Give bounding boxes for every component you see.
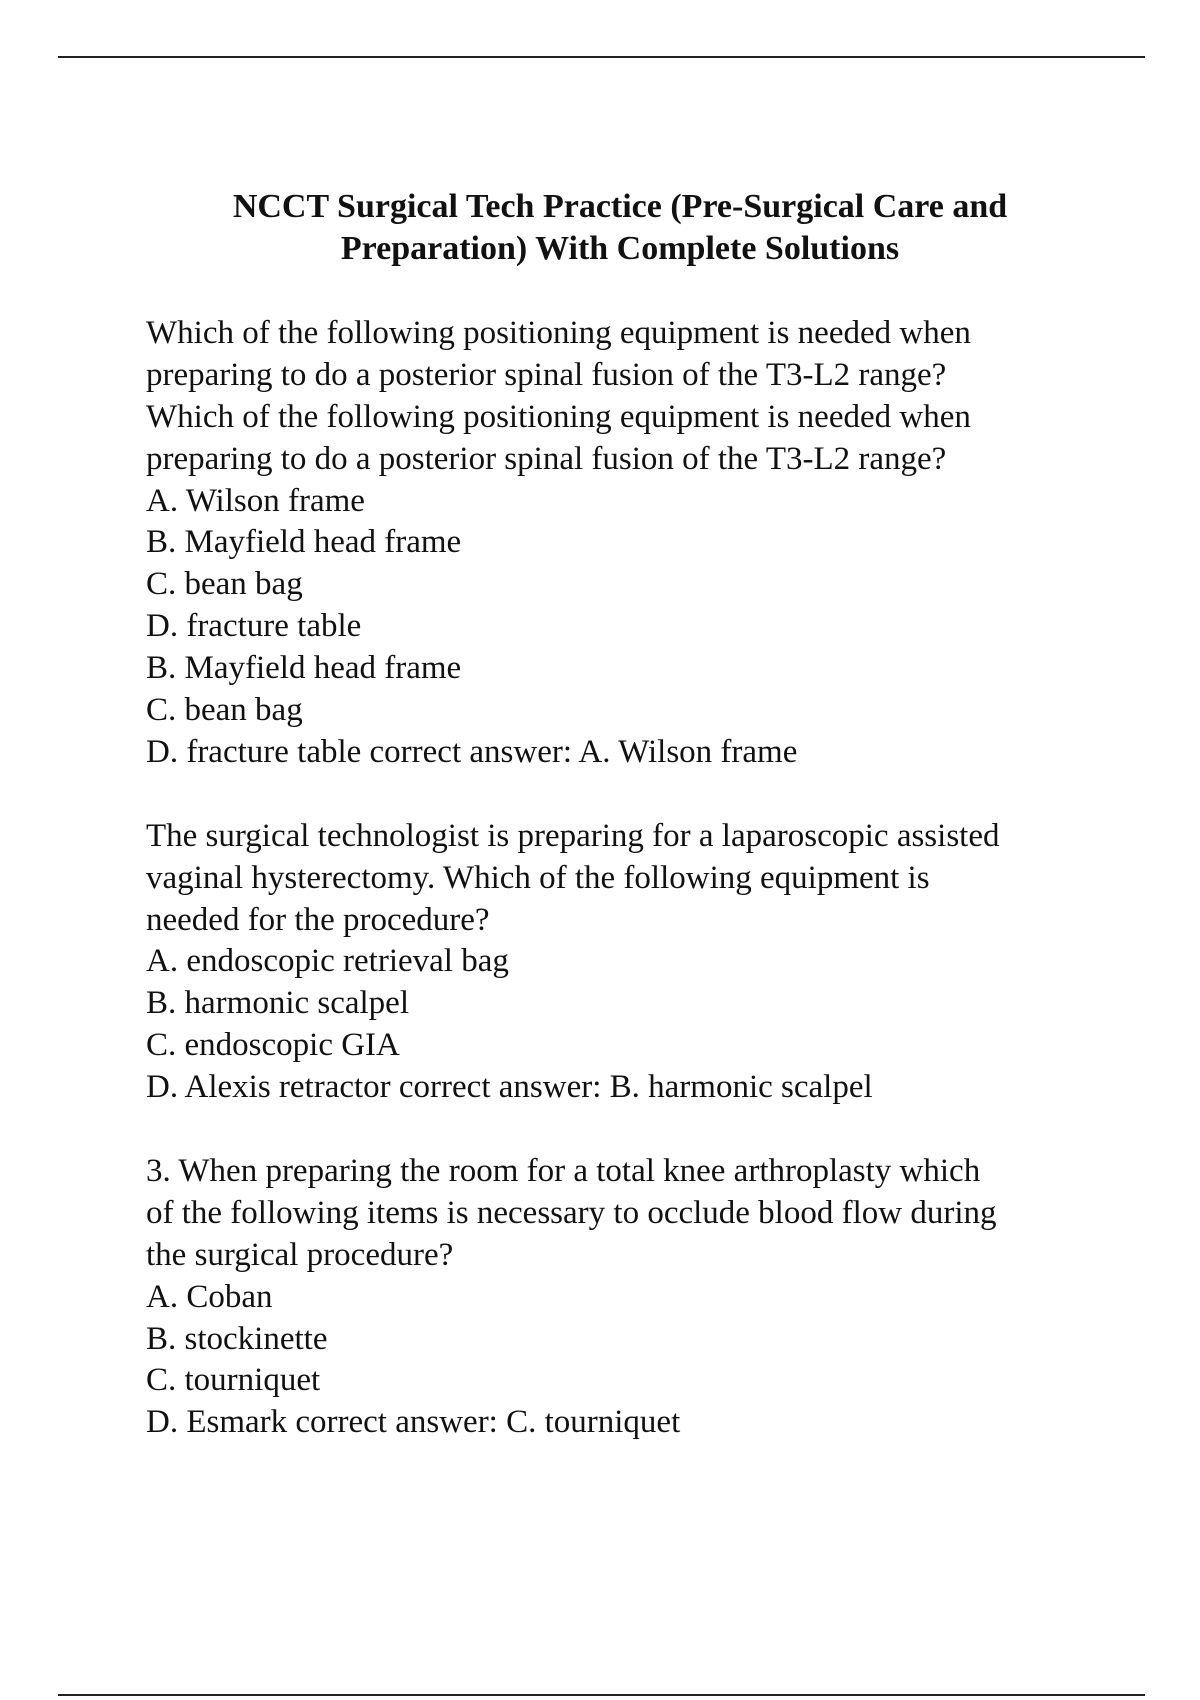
answer-option: C. bean bag bbox=[146, 692, 303, 729]
answer-option: D. fracture table bbox=[146, 608, 362, 645]
bottom-divider bbox=[58, 1694, 1145, 1696]
top-divider bbox=[58, 56, 1145, 58]
question-line: the surgical procedure? bbox=[146, 1236, 454, 1273]
question-line: needed for the procedure? bbox=[146, 901, 490, 938]
question-line: The surgical technologist is preparing for a laparoscopic assisted bbox=[146, 817, 1000, 854]
question-line: Which of the following positioning equipment is needed when bbox=[146, 398, 971, 435]
paragraph-gap bbox=[146, 1109, 1146, 1151]
answer-option: B. stockinette bbox=[146, 1320, 328, 1357]
answer-option: A. Wilson frame bbox=[146, 482, 365, 519]
document-body bbox=[146, 313, 1146, 1444]
answer-option: C. tourniquet bbox=[146, 1362, 321, 1399]
answer-option: B. harmonic scalpel bbox=[146, 985, 410, 1022]
question-1 bbox=[146, 313, 1146, 774]
question-line: preparing to do a posterior spinal fusion of the T3-L2 range? bbox=[146, 440, 947, 477]
question-2 bbox=[146, 816, 1146, 1109]
correct-answer-line: D. Alexis retractor correct answer: B. harmonic scalpel bbox=[146, 1069, 873, 1106]
correct-answer-line: D. Esmark correct answer: C. tourniquet bbox=[146, 1404, 681, 1441]
answer-option: A. Coban bbox=[146, 1278, 273, 1315]
question-line: 3. When preparing the room for a total knee arthroplasty which bbox=[146, 1153, 981, 1190]
title-line: Preparation) With Complete Solutions bbox=[340, 230, 900, 267]
question-3 bbox=[146, 1151, 1146, 1444]
question-line: vaginal hysterectomy. Which of the following equipment is bbox=[146, 859, 930, 896]
answer-option: C. bean bag bbox=[146, 566, 303, 603]
question-line: preparing to do a posterior spinal fusion of the T3-L2 range? bbox=[146, 356, 947, 393]
question-line: Which of the following positioning equipment is needed when bbox=[146, 315, 971, 351]
answer-option: B. Mayfield head frame bbox=[146, 650, 462, 687]
title-line: NCCT Surgical Tech Practice (Pre-Surgical Care and bbox=[232, 188, 1008, 225]
answer-option: A. endoscopic retrieval bag bbox=[146, 943, 509, 980]
question-line: of the following items is necessary to occlude blood flow during bbox=[146, 1194, 997, 1231]
answer-option: B. Mayfield head frame bbox=[146, 524, 462, 561]
paragraph-gap bbox=[146, 774, 1146, 816]
correct-answer-line: D. fracture table correct answer: A. Wilson frame bbox=[146, 733, 798, 770]
document-title bbox=[140, 186, 1100, 270]
answer-option: C. endoscopic GIA bbox=[146, 1027, 400, 1064]
